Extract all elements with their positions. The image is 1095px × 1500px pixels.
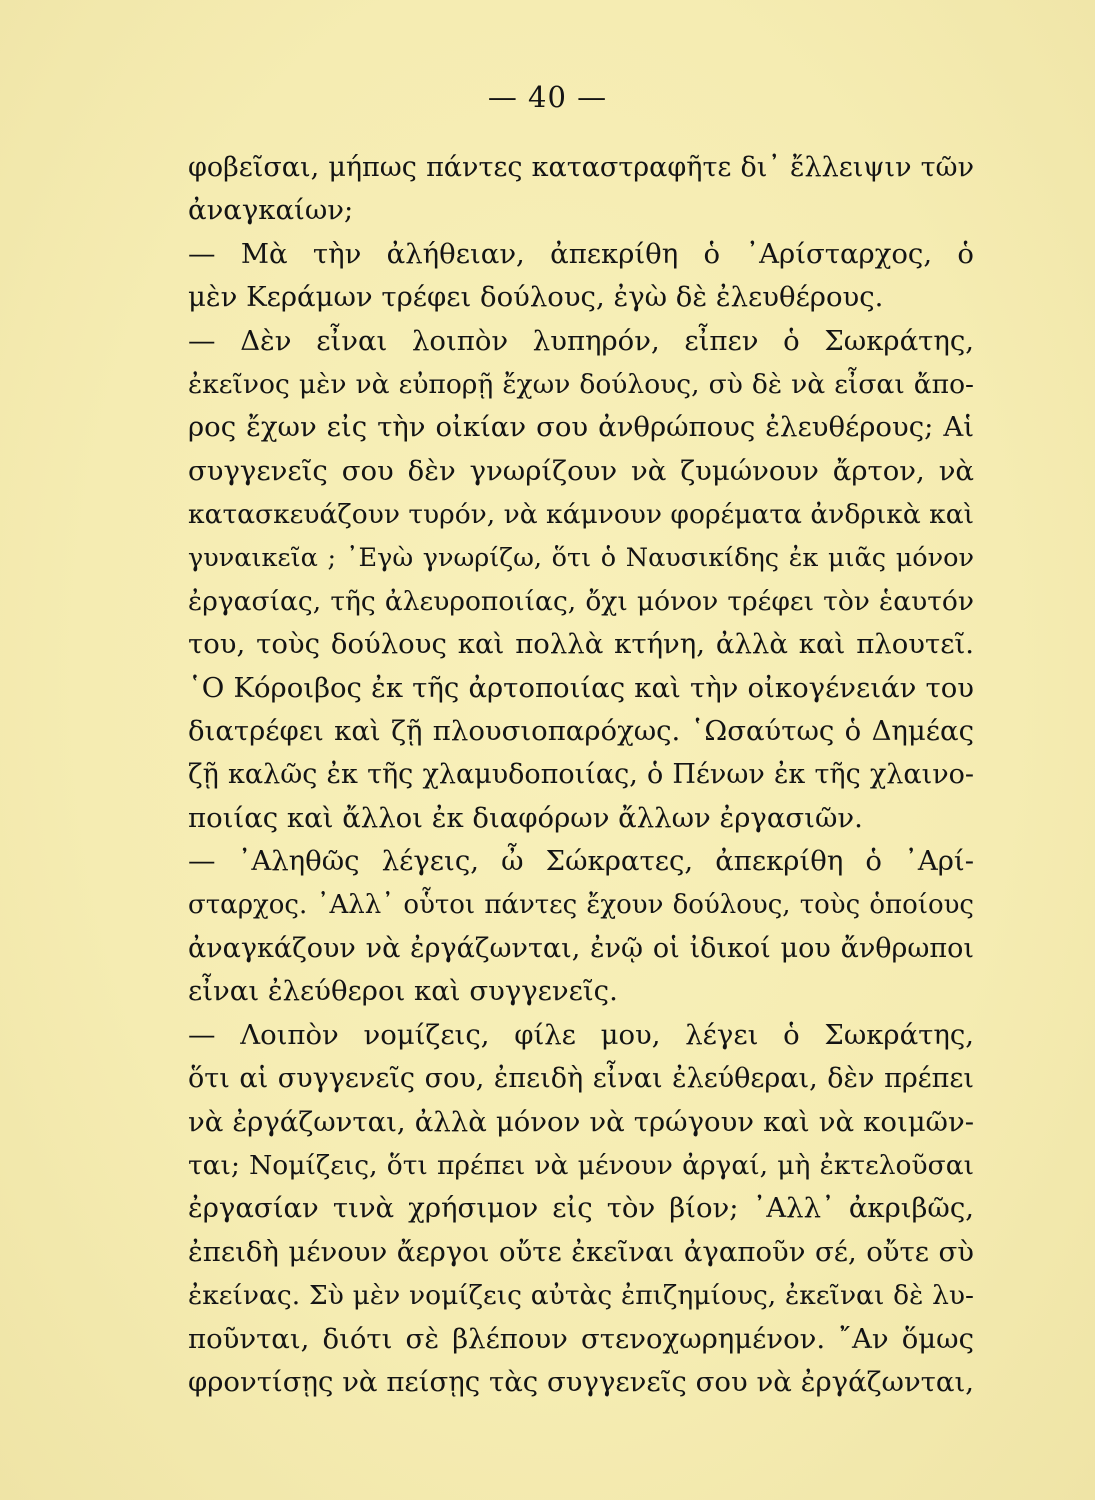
text-line: ἐργασίαν τινὰ χρήσιμον εἰς τὸν βίον; ᾿Αλλ᾿ ἀκριβῶς, — [188, 1192, 974, 1225]
text-line: μὲν Κεράμων τρέφει δούλους, ἐγὼ δὲ ἐλευθέρους. — [188, 281, 884, 314]
text-line: ἐκείνας. Σὺ μὲν νομίζεις αὐτὰς ἐπιζημίους, ἐκεῖναι δὲ λυ- — [188, 1280, 974, 1312]
text-line: ἀναγκάζουν νὰ ἐργάζωνται, ἐνῷ οἱ ἰδικοί μου ἄνθρωποι — [188, 933, 974, 965]
text-line: ζῇ καλῶς ἐκ τῆς χλαμυδοποιίας, ὁ Πένων ἐκ τῆς χλαινο- — [188, 759, 974, 791]
text-line: διατρέφει καὶ ζῇ πλουσιοπαρόχως. ῾Ωσαύτως ὁ Δημέας — [188, 715, 974, 748]
page-number: — 40 — — [487, 80, 608, 114]
text-line: σταρχος. ᾿Αλλ᾿ οὗτοι πάντες ἔχουν δούλους, τοὺς ὁποίους — [188, 889, 974, 920]
text-line: — Δὲν εἶναι λοιπὸν λυπηρόν, εἶπεν ὁ Σωκράτης, — [188, 324, 974, 357]
text-line: ὅτι αἱ συγγενεῖς σου, ἐπειδὴ εἶναι ἐλεύθεραι, δὲν πρέπει — [188, 1063, 974, 1095]
text-line: ἐργασίας, τῆς ἀλευροποιίας, ὄχι μόνον τρέφει τὸν ἑαυτόν — [188, 585, 974, 617]
body-text — [188, 146, 974, 1404]
text-line: φοβεῖσαι, μήπως πάντες καταστραφῆτε δι᾿ ἔλλειψιν τῶν — [188, 152, 974, 183]
text-line: ἐπειδὴ μένουν ἄεργοι οὔτε ἐκεῖναι ἀγαποῦν σέ, οὔτε σὺ — [188, 1235, 974, 1268]
text-line: ἀναγκαίων; — [188, 194, 354, 227]
text-line: — Λοιπὸν νομίζεις, φίλε μου, λέγει ὁ Σωκράτης, — [188, 1018, 974, 1051]
text-line: ῾Ο Κόροιβος ἐκ τῆς ἀρτοποιίας καὶ τὴν οἰκογένειάν του — [188, 671, 974, 704]
text-line: εἶναι ἐλεύθεροι καὶ συγγενεῖς. — [188, 975, 618, 1008]
text-line: ποῦνται, διότι σὲ βλέπουν στενοχωρημένον. ῎Αν ὅμως — [188, 1322, 974, 1355]
text-line: νὰ ἐργάζωνται, ἀλλὰ μόνον νὰ τρώγουν καὶ νὰ κοιμῶν- — [188, 1105, 974, 1138]
text-line: συγγενεῖς σου δὲν γνωρίζουν νὰ ζυμώνουν ἄρτον, νὰ — [188, 454, 974, 487]
text-line: ἐκεῖνος μὲν νὰ εὐπορῇ ἔχων δούλους, σὺ δὲ νὰ εἶσαι ἄπο- — [188, 368, 974, 400]
text-line: — ᾿Αληθῶς λέγεις, ὦ Σώκρατες, ἀπεκρίθη ὁ ᾿Αρί- — [188, 845, 974, 878]
text-line: — Μὰ τὴν ἀλήθειαν, ἀπεκρίθη ὁ ᾿Αρίσταρχος, ὁ — [188, 237, 974, 270]
text-line: κατασκευάζουν τυρόν, νὰ κάμνουν φορέματα ἀνδρικὰ καὶ — [188, 499, 975, 531]
text-line: γυναικεῖα ; ᾿Εγὼ γνωρίζω, ὅτι ὁ Ναυσικίδης ἐκ μιᾶς μόνον — [188, 542, 974, 573]
text-line: ρος ἔχων εἰς τὴν οἰκίαν σου ἀνθρώπους ἐλευθέρους; Αἱ — [188, 411, 974, 444]
text-line: ται; Νομίζεις, ὅτι πρέπει νὰ μένουν ἀργαί, μὴ ἐκτελοῦσαι — [188, 1149, 974, 1181]
text-line: ποιίας καὶ ἄλλοι ἐκ διαφόρων ἄλλων ἐργασιῶν. — [188, 801, 863, 834]
text-line: του, τοὺς δούλους καὶ πολλὰ κτήνη, ἀλλὰ καὶ πλουτεῖ. — [188, 628, 974, 661]
text-line: φροντίσῃς νὰ πείσῃς τὰς συγγενεῖς σου νὰ ἐργάζωνται, — [188, 1365, 974, 1398]
